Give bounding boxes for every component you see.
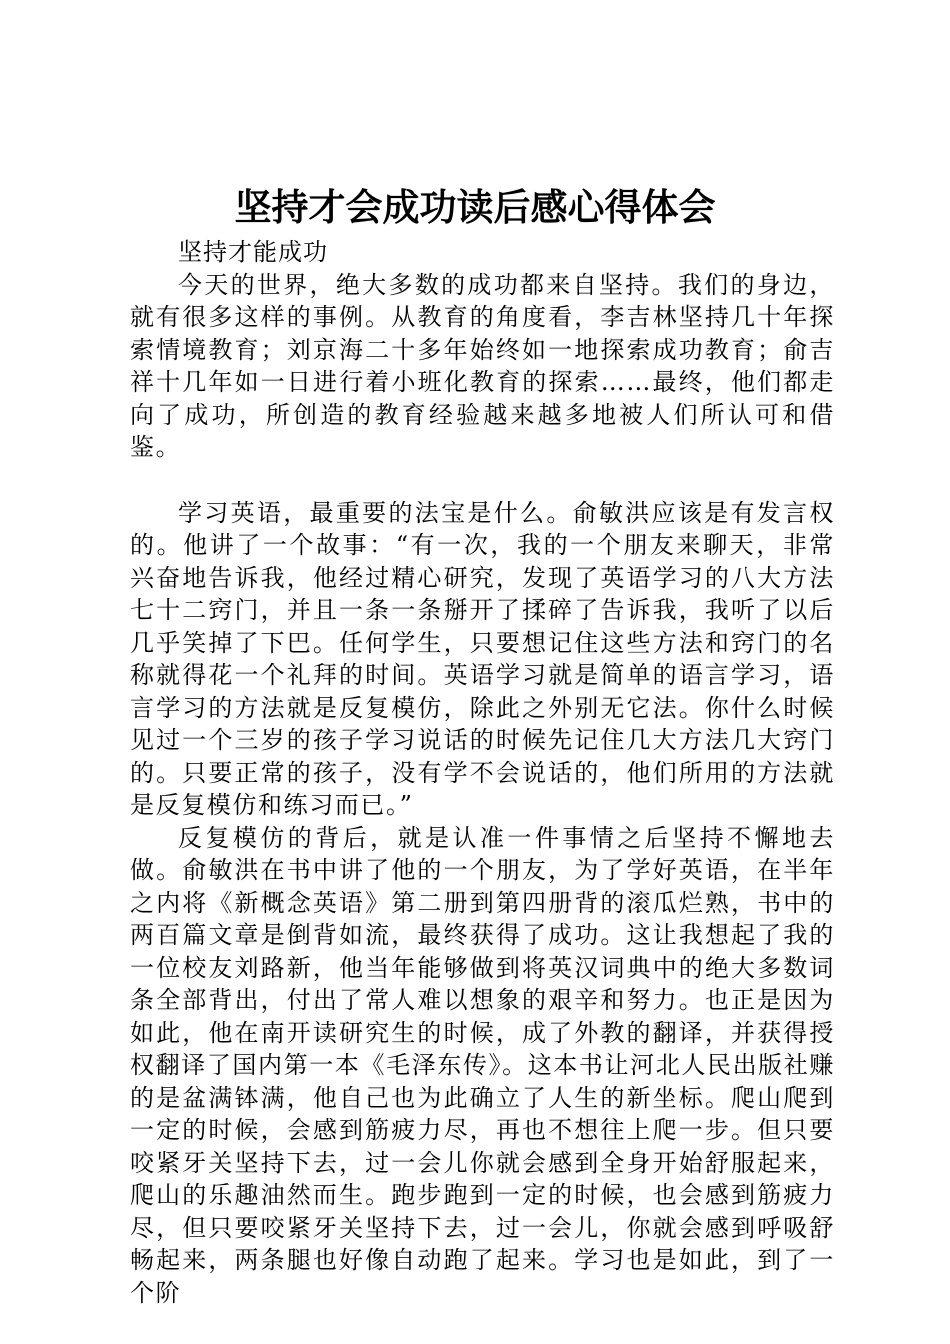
- document-body: [130, 236, 835, 1309]
- paragraph-3: 反复模仿的背后，就是认准一件事情之后坚持不懈地去做。俞敏洪在书中讲了他的一个朋友，为了学好英语，在半年之内将《新概念英语》第二册到第四册背的滚瓜烂熟，书中的两百篇文章是倒背如流，最终获得了成功。这让我想起了我的一位校友刘路新，他当年能够做到将英汉词典中的绝大多数词条全部背出，付出了常人难以想象的艰辛和努力。也正是因为如此，他在南开读研究生的时候，成了外教的翻译，并获得授权翻译了国内第一本《毛泽东传》。这本书让河北人民出版社赚的是盆满钵满，他自己也为此确立了人生的新坐标。爬山爬到一定的时候，会感到筋疲力尽，再也不想往上爬一步。但只要咬紧牙关坚持下去，过一会儿你就会感到全身开始舒服起来，爬山的乐趣油然而生。跑步跑到一定的时候，也会感到筋疲力尽，但只要咬紧牙关坚持下去，过一会儿，你就会感到呼吸舒畅起来，两条腿也好像自动跑了起来。学习也是如此，到了一个阶: [130, 823, 835, 1307]
- document-title: 坚持才会成功读后感心得体会: [234, 185, 716, 229]
- paragraph-2: 学习英语，最重要的法宝是什么。俞敏洪应该是有发言权的。他讲了一个故事：“有一次，我的一个朋友来聊天，非常兴奋地告诉我，他经过精心研究，发现了英语学习的八大方法七十二窍门，并且一条一条掰开了揉碎了告诉我，我听了以后几乎笑掉了下巴。任何学生，只要想记住这些方法和窍门的名称就得花一个礼拜的时间。英语学习就是简单的语言学习，语言学习的方法就是反复模仿，除此之外别无它法。你什么时候见过一个三岁的孩子学习说话的时候先记住几大方法几大窍门的。只要正常的孩子，没有学不会说话的，他们所用的方法就是反复模仿和练习而已。”: [130, 498, 835, 819]
- paragraph-1: 今天的世界，绝大多数的成功都来自坚持。我们的身边，就有很多这样的事例。从教育的角度看，李吉林坚持几十年探索情境教育；刘京海二十多年始终如一地探索成功教育；俞吉祥十几年如一日进行着小班化教育的探索……最终，他们都走向了成功，所创造的教育经验越来越多地被人们所认可和借鉴。: [130, 270, 835, 461]
- paragraph-subtitle: 坚持才能成功: [178, 238, 328, 266]
- paragraph-spacer: [130, 464, 835, 497]
